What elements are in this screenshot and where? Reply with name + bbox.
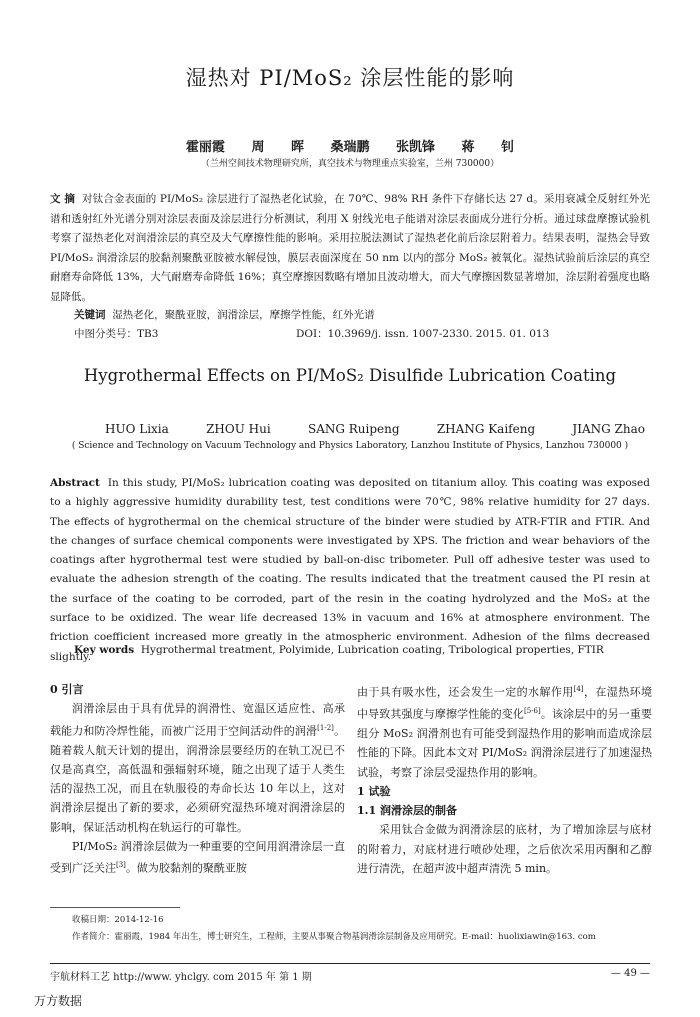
page-footer (50, 968, 650, 983)
citation: [3] (116, 861, 126, 870)
footnote-received: 收稿日期：2014-12-16 (72, 915, 164, 925)
abstract-en (50, 474, 650, 667)
article-meta (74, 326, 614, 341)
keywords-zh (74, 307, 375, 322)
footnote-divider (50, 907, 180, 908)
footnote-author-info: 作者简介：霍丽霞，1984 年出生，博士研究生，工程师，主要从事聚合物基润滑涂层制备及应用研究。E-mail：huolixiawin@163. com (72, 932, 596, 942)
keywords-en (74, 644, 604, 656)
section-heading-experiment: 1 试验 (357, 784, 391, 798)
authors-en (105, 422, 645, 436)
page-number: — 49 — (610, 968, 650, 979)
classification-number: 中图分类号：TB3 (74, 328, 159, 340)
author-en: ZHANG Kaifeng (436, 422, 536, 436)
author-en: JIANG Zhao (572, 422, 645, 436)
citation: [4] (573, 685, 584, 693)
abstract-zh (50, 190, 650, 308)
citation: [5-6] (523, 706, 541, 715)
body-paragraph: 采用钛合金做为润滑涂层的底材，为了增加涂层与底材的附着力，对底材进行喷砂处理，之后依次采用丙酮和乙醇进行清洗，在超声波中超声清洗 5 min。 (357, 823, 652, 875)
title-zh: 湿热对 PI/MoS₂ 涂层性能的影响 (185, 66, 515, 90)
affiliation-zh: （兰州空间技术物理研究所，真空技术与物理重点实验室，兰州 730000） (200, 159, 500, 169)
abstract-zh-text: 对钛合金表面的 PI/MoS₂ 涂层进行了湿热老化试验，在 70℃、98% RH 条件下存储长达 27 d。采用衰减全反射红外光谱和透射红外光谱分别对涂层表面及涂层进行分析测试，利用 X 射线光电子能谱对涂层表面成分进行分析。通过球盘摩擦试验机考察了湿热老化对润滑涂层的真空及大气摩擦性能的影响。采用拉脱法测试了湿热老化前后涂层附着力。结果表明，湿热会导致 PI/MoS₂ 润滑涂层的胶黏剂聚酰亚胺被水解侵蚀，膜层表面深度在 50 nm 以内的部分 MoS₂ 被氧化。湿热试验前后涂层的真空耐磨寿命降低 13%，大气耐磨寿命降低 16%；真空摩擦因数略有增加且波动增大，而大气摩擦因数显著增加，涂层附着强度也略显降低。 (50, 193, 651, 303)
body-paragraph: 由于具有吸水性，还会发生一定的水解作用[4]，在湿热环境中导致其强度与摩擦学性能的变化[5-6]。该涂层中的另一重要组分 MoS₂ 润滑剂也有可能受到湿热作用的影响而造成涂层性能的下降。因此本文对 PI/MoS₂ 润滑涂层进行了加速湿热试验，考察了涂层受湿热作用的影响。 (357, 685, 653, 779)
authors-zh: 霍丽霞 周 晖 桑瑞鹏 张凯锋 蒋 钊 (185, 140, 515, 155)
abstract-zh-label: 文 摘 (50, 193, 76, 205)
keywords-en-text: Hygrothermal treatment, Polyimide, Lubrication coating, Tribological properties, FTIR (140, 644, 604, 656)
section-heading-intro: 0 引言 (50, 683, 84, 696)
keywords-en-label: Key words (74, 644, 135, 656)
footer-divider (50, 963, 650, 964)
watermark: 万方数据 (34, 994, 83, 1008)
subsection-heading-coating-prep: 1.1 润滑涂层的制备 (357, 804, 457, 818)
body-paragraph: 润滑涂层由于具有优异的润滑性、宽温区适应性、高承载能力和防冷焊性能，而被广泛用于空间活动件的润滑[1-2]。随着载人航天计划的提出，润滑涂层要经历的在轨工况已不仅是高真空，高低温和强辐射环境，随之出现了适于人类生活的湿热工况，而且在轨服役的寿命长达 10 年以上，这对润滑涂层提出了新的要求，必须研究湿热环境对润滑涂层的影响，保证活动机构在轨运行的可靠性。 (50, 702, 346, 834)
author-en: ZHOU Hui (206, 422, 271, 436)
body-right-column (357, 680, 652, 878)
abstract-en-text: In this study, PI/MoS₂ lubrication coating was deposited on titanium alloy. This coating was exposed to a highly aggressive humidity durability test, test conditions were 70℃, 98% relative humidity for 27 days. The effects of hygrothermal on the chemical structure of the binder were studied by ATR-FTIR and FTIR. And the changes of surface chemical components were investigated by XPS. The friction and wear behaviors of the coatings after hygrothermal test were studied by ball-on-disc tribometer. Pull off adhesive tester was used to evaluate the adhesion strength of the coating. The results indicated that the treatment caused the PI resin at the surface of the coating to be corroded, part of the resin in the coating hydrolyzed and the MoS₂ at the surface to be oxidized. The wear life decreased 13% in vacuum and 16% at atmosphere environment. The friction coefficient increased more greatly in the atmospheric environment. Adhesion of the films decreased slightly. (50, 477, 650, 663)
author-en: SANG Ruipeng (307, 422, 400, 436)
journal-info: 宇航材料工艺 http://www. yhclgy. com 2015 年 第 1 期 (50, 972, 312, 983)
abstract-en-label: Abstract (50, 477, 100, 489)
keywords-zh-text: 湿热老化，聚酰亚胺，润滑涂层，摩擦学性能，红外光谱 (112, 309, 375, 321)
author-en: HUO Lixia (105, 422, 169, 436)
body-paragraph: PI/MoS₂ 润滑涂层做为一种重要的空间用润滑涂层一直受到广泛关注[3]。做为胶黏剂的聚酰亚胺 (50, 840, 345, 875)
affiliation-en: ( Science and Technology on Vacuum Technology and Physics Laboratory, Lanzhou Institute of Physics, Lanzhou 730000 ) (71, 441, 629, 451)
citation: [1-2] (317, 723, 334, 732)
title-en: Hygrothermal Effects on PI/MoS₂ Disulfide Lubrication Coating (83, 366, 617, 385)
body-left-column (50, 680, 345, 878)
keywords-zh-label: 关键词 (74, 309, 106, 321)
doi: DOI：10.3969/j. issn. 1007-2330. 2015. 01. 013 (296, 328, 550, 340)
